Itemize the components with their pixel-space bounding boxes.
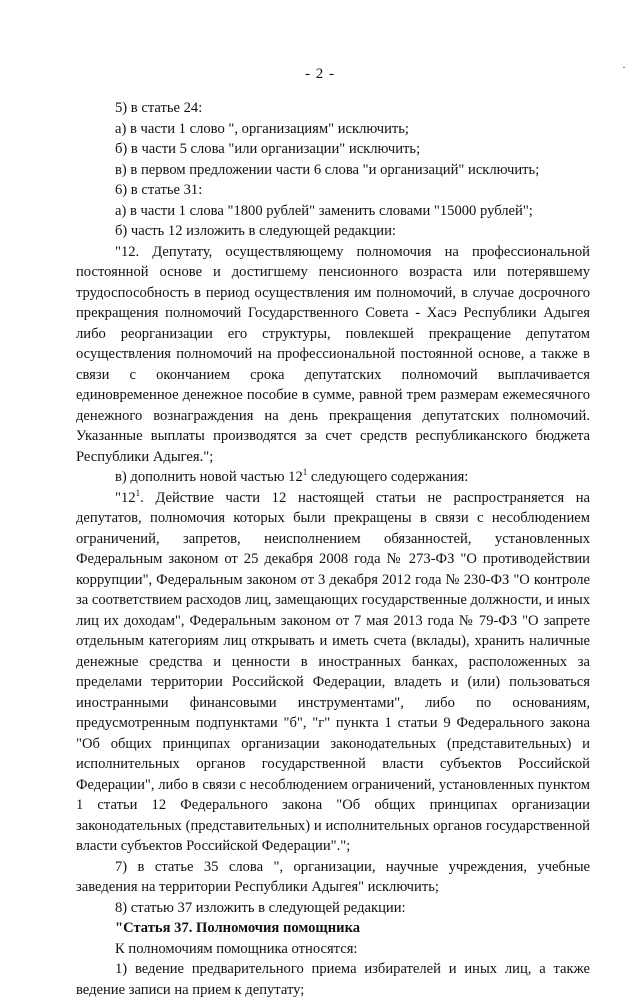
page-number: - 2 -	[305, 66, 335, 82]
paragraph-article-31: 6) в статье 31:	[115, 182, 203, 198]
paragraph-24-v: в) в первом предложении части 6 слова "и организаций" исключить;	[115, 161, 540, 178]
paragraph-part-12-1-post: . Действие части 12 настоящей статьи не распространяется на депутатов, полномочия которых были прекращены в связи с несоблюдением ограничений, запретов, неисполнением обязанностей, установленных Федеральным законом от 25 декабря 2008 года № 273-ФЗ "О противодействии коррупции", Федеральным законом от 3 декабря 2012 года № 230-ФЗ "О контроле за соответствием расходов лиц, замещающих государственные должности, и иных лиц их доходам", Федеральным законом от 7 мая 2013 года № 79-ФЗ "О запрете отдельным категориям лиц открывать и иметь счета (вклады), хранить наличные денежные средства и ценности в иностранных банках, расположенных за пределами территории Российской Федерации, владеть и (или) пользоваться иностранными финансовыми инструментами", либо по основаниям, предусмотренным подпунктами "б", "г" пункта 1 статьи 9 Федерального закона "Об общих принципах организации законодательных (представительных) и исполнительных органов государственной власти субъектов Российской Федерации", либо в связи с несоблюдением ограничений, установленных пунктом 1 статьи 12 Федерального закона "Об общих принципах организации законодательных (представительных) и исполнительных органов государственной власти субъектов Российской Федерации".";	[76, 489, 590, 854]
paragraph-article-37: 8) статью 37 изложить в следующей редакции:	[115, 899, 406, 916]
paragraph-power-1: 1) ведение предварительного приема избирателей и иных лиц, а также ведение записи на прием к депутату;	[76, 961, 590, 998]
paragraph-part-12: "12. Депутату, осуществляющему полномочия на профессиональной постоянной основе и достигшему пенсионного возраста или потерявшему трудоспособность в период осуществления им полномочий, в случае досрочного прекращения полномочий Государственного Совета - Хасэ Республики Адыгея либо реорганизации его структуры, повлекшей прекращение депутатом осуществления полномочий на профессиональной постоянной основе, а также в связи с окончанием срока депутатских полномочий выплачивается единовременное денежное пособие в сумме, равной трем размерам ежемесячного денежного вознаграждения на день прекращения депутатских полномочий. Указанные выплаты производятся за счет средств республиканского бюджета Республики Адыгея.";	[76, 243, 590, 465]
paragraph-31-a: а) в части 1 слова "1800 рублей" заменить словами "15000 рублей";	[115, 202, 533, 219]
article-37-heading: "Статья 37. Полномочия помощника	[115, 920, 361, 936]
superscript: 1	[135, 487, 141, 498]
paragraph-24-a: а) в части 1 слово ", организациям" исключить;	[115, 120, 409, 137]
document-body	[76, 98, 590, 1000]
paragraph-31-v	[76, 467, 590, 488]
paragraph-31-v-post: следующего содержания:	[307, 469, 469, 485]
paragraph-24-b: б) в части 5 слова "или организации" исключить;	[115, 141, 421, 157]
paragraph-part-12-1-pre: "12	[115, 489, 136, 506]
paragraph-article-35: 7) в статье 35 слова ", организации, научные учреждения, учебные заведения на территории Республики Адыгея" исключить;	[76, 858, 590, 895]
paragraph-assistant-powers: К полномочиям помощника относятся:	[115, 940, 358, 957]
paragraph-31-v-pre: в) дополнить новой частью 12	[115, 469, 303, 485]
paragraph-article-24: 5) в статье 24:	[115, 100, 203, 116]
paragraph-part-12-1	[76, 488, 590, 857]
corner-mark: ·	[622, 60, 626, 74]
paragraph-31-b: б) часть 12 изложить в следующей редакции:	[115, 223, 396, 239]
superscript: 1	[302, 467, 308, 477]
